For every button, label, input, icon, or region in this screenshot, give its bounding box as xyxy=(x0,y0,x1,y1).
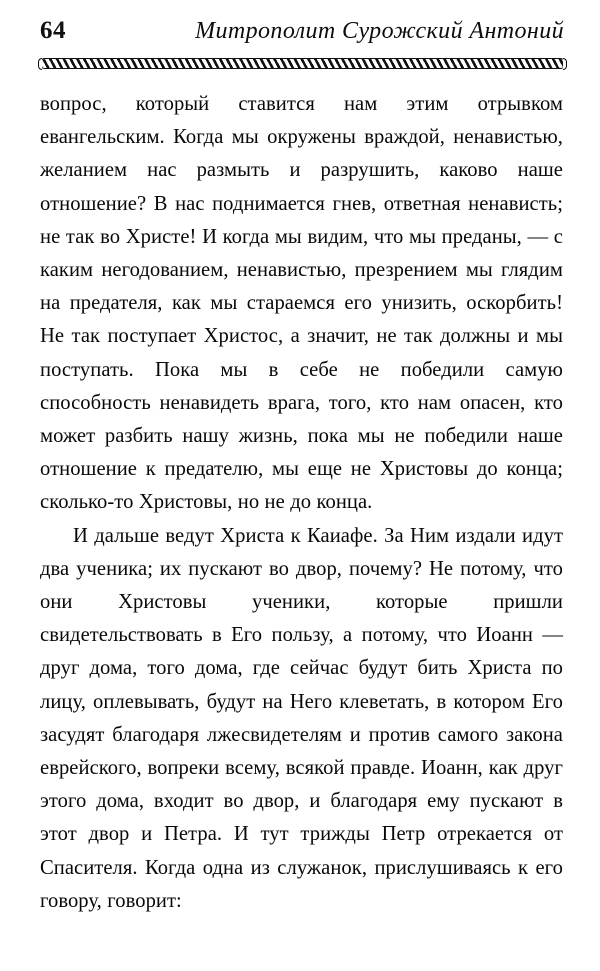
paragraph: И дальше ведут Христа к Каиафе. За Ним издали идут два ученика; их пускают во двор, почему? Не потому, что они Христовы ученики, которые пришли свидетельствовать в Его пользу, а потому, что Иоанн — друг дома, того дома, где сейчас будут бить Христа по лицу, оплевывать, будут на Него клеветать, в котором Его засудят благодаря лжесвидетелям и против самого закона еврейского, вопреки всему, всякой правде. Иоанн, как друг этого дома, входит во двор, и благодаря ему пускают в этот двор и Петра. И тут трижды Петр отрекается от Спасителя. Когда одна из служанок, прислушиваясь к его говору, говорит: xyxy=(40,524,563,912)
body-text xyxy=(40,88,563,918)
rope-divider xyxy=(40,57,565,69)
running-head-title: Митрополит Сурожский Антоний xyxy=(195,18,564,44)
running-head xyxy=(40,16,564,50)
braided-rope-icon xyxy=(40,58,565,69)
paragraph: вопрос, который ставится нам этим отрывком евангельским. Когда мы окружены враждой, ненавистью, желанием нас размыть и разрушить, каково наше отношение? В нас поднимается гнев, ответная ненависть; не так во Христе! И когда мы видим, что мы преданы, — с каким негодованием, ненавистью, презрением мы глядим на предателя, как мы стараемся его унизить, оскорбить! Не так поступает Христос, а значит, не так должны и мы поступать. Пока мы в себе не победили самую способность ненавидеть врага, того, кто нам опасен, кто может разбить нашу жизнь, пока мы не победили наше отношение к предателю, мы еще не Христовы до конца; сколько-то Христовы, но не до конца. xyxy=(40,93,563,514)
page-number: 64 xyxy=(40,17,66,44)
